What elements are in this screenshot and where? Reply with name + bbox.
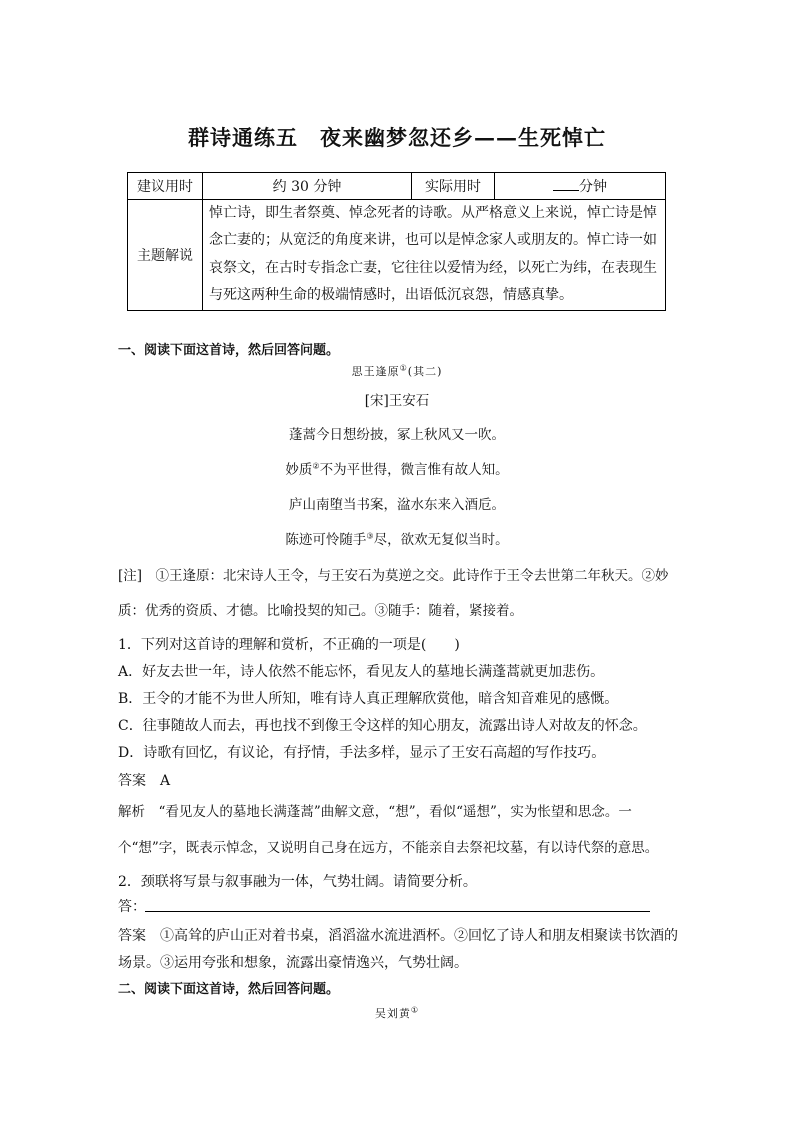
- q1-option-d[interactable]: D．诗歌有回忆，有议论，有抒情，手法多样，显示了王安石高超的写作技巧。: [118, 745, 606, 761]
- poem1-note: [注] ①王逢原：北宋诗人王令，与王安石为莫逆之交。此诗作于王令去世第二年秋天。②妙: [118, 568, 669, 584]
- q2-stem: 2．颈联将写景与叙事融为一体，气势壮阔。请简要分析。: [118, 874, 477, 890]
- q1-answer: 答案 A: [118, 773, 171, 789]
- poem1-line-part: 陈迹可怜随手: [285, 532, 367, 548]
- q2-answer-prompt: 答：: [118, 899, 146, 915]
- q1-analysis: 解析 “看见友人的墓地长满蓬蒿”曲解文意，“想”，看似“遥想”，实为怅望和思念。一: [118, 804, 632, 820]
- poem2-title-text: 吴刘黄: [374, 1007, 411, 1020]
- theme-text: [203, 200, 666, 311]
- poem1-line: 蓬蒿今日想纷披，冢上秋风又一吹。: [289, 427, 505, 443]
- page-title: 群诗通练五 夜来幽梦忽还乡——生死悼亡: [188, 125, 606, 150]
- footnote-mark: ①: [399, 363, 408, 373]
- q1-analysis: 个“想”字，既表示悼念，又说明自己身在远方，不能亲自去祭祀坟墓，有以诗代祭的意思。: [118, 840, 659, 856]
- poem1-line: [0, 528, 794, 548]
- poem1-title-text: 思王逢原: [351, 365, 400, 378]
- theme-line: 哀祭文，在古时专指念亡妻，它往往以爱情为经，以死亡为纬，在表现生: [209, 259, 657, 276]
- suggested-time-label: 建议用时: [128, 173, 203, 200]
- actual-time-field[interactable]: [495, 173, 666, 200]
- section2-heading: 二、阅读下面这首诗，然后回答问题。: [118, 982, 340, 997]
- poem1-line: [0, 458, 794, 478]
- actual-time-blank[interactable]: [553, 178, 579, 191]
- q2-answer-field[interactable]: [145, 910, 650, 912]
- theme-line: 与死这两种生命的极端情感时，出语低沉哀怨，情感真挚。: [209, 287, 573, 304]
- footnote-mark: ②: [312, 461, 320, 471]
- actual-time-unit: 分钟: [579, 179, 607, 195]
- q1-option-b[interactable]: B．王令的才能不为世人所知，唯有诗人真正理解欣赏他，暗含知音难见的感慨。: [118, 691, 619, 707]
- poem1-title: [0, 363, 794, 379]
- poem1-author: [宋]王安石: [364, 393, 430, 409]
- meta-table: [127, 172, 666, 311]
- theme-label: 主题解说: [128, 200, 203, 311]
- poem1-line-part: 不为平世得，微言惟有故人知。: [319, 462, 509, 478]
- q1-option-a[interactable]: A．好友去世一年，诗人依然不能忘怀，看见友人的墓地长满蓬蒿就更加悲伤。: [118, 664, 605, 680]
- poem2-title: [0, 1005, 794, 1021]
- poem1-line-part: 尽，欲欢无复似当时。: [373, 532, 509, 548]
- q2-answer: 场景。③运用夸张和想象，流露出豪情逸兴，气势壮阔。: [118, 955, 468, 971]
- theme-line: 悼亡诗，即生者祭奠、悼念死者的诗歌。从严格意义上来说，悼亡诗是悼: [209, 205, 657, 221]
- poem1-note: 质：优秀的资质、才德。比喻投契的知己。③随手：随着，紧接着。: [118, 603, 523, 619]
- poem1-title-suffix: (其二): [407, 365, 443, 378]
- meta-row-theme: [128, 200, 666, 311]
- q1-option-c[interactable]: C．往事随故人而去，再也找不到像王令这样的知心朋友，流露出诗人对故友的怀念。: [118, 718, 647, 734]
- meta-row-time: [128, 173, 666, 200]
- footnote-mark: ①: [410, 1005, 420, 1015]
- actual-time-label: 实际用时: [412, 173, 495, 200]
- suggested-time-value: 约 30 分钟: [203, 173, 412, 200]
- footnote-mark: ③: [366, 531, 374, 541]
- theme-line: 念亡妻的；从宽泛的角度来讲，也可以是悼念家人或朋友的。悼亡诗一如: [209, 232, 657, 249]
- q1-stem: 1．下列对这首诗的理解和赏析，不正确的一项是( ): [118, 637, 460, 653]
- poem1-line: 庐山南堕当书案，湓水东来入酒卮。: [289, 497, 505, 513]
- q2-answer: 答案 ①高耸的庐山正对着书桌，滔滔湓水流进酒杯。②回忆了诗人和朋友相聚读书饮酒的: [118, 928, 678, 944]
- poem1-line-part: 妙质: [285, 462, 313, 478]
- section1-heading: 一、阅读下面这首诗，然后回答问题。: [118, 343, 340, 358]
